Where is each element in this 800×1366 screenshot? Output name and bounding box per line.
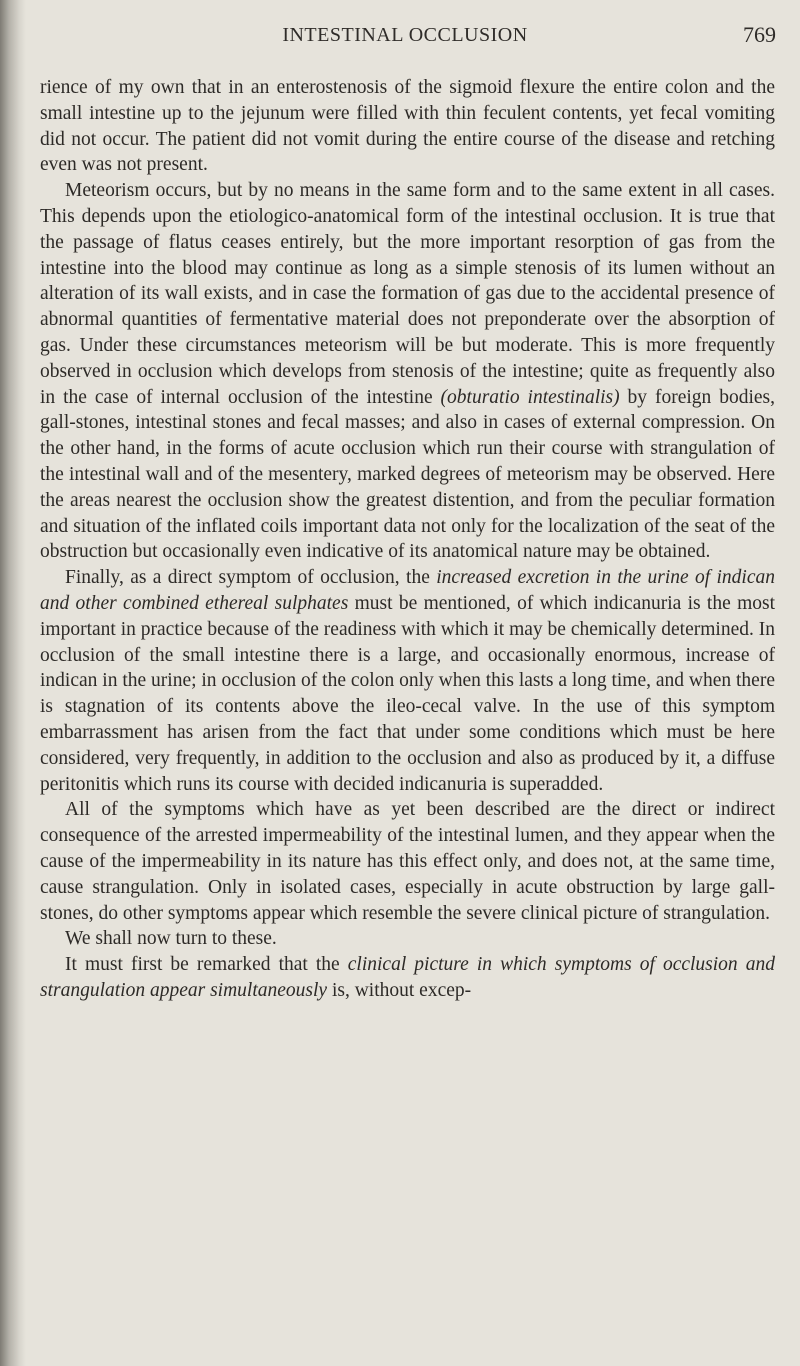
- paragraph: [40, 926, 775, 952]
- page-header: [40, 18, 776, 52]
- paragraph: [40, 565, 775, 797]
- binding-shadow: [0, 0, 26, 1366]
- page-number: 769: [743, 22, 776, 47]
- running-title: INTESTINAL OCCLUSION: [282, 24, 528, 46]
- text-run: Meteorism occurs, but by no means in the same form and to the same extent in all cases. This depends upon the etiologico-anatomical form of the intestinal occlusion. It is true that the passage of flatus ceases entirely, but the more important resorption of gas from the intestine into the blood may continue as long as a simple stenosis of its lumen without an alteration of its wall exists, and in case the formation of gas due to the accidental presence of abnormal quantities of fermentative material does not preponderate over the absorption of gas. Under these circumstances meteorism will be but moderate. This is more frequently observed in occlusion which develops from stenosis of the intestine; quite as frequently also in the case of internal occlusion of the intestine: [40, 180, 775, 408]
- text-run: Finally, as a direct symptom of occlusion, the: [65, 567, 437, 589]
- text-run: must be mentioned, of which indicanuria is the most important in practice because of the readiness with which it may be chemically determined. In occlusion of the small intestine there is a large, and occasionally enormous, increase of indican in the urine; in occlusion of the colon only when this lasts a long time, and when there is stagnation of its contents above the ileo-cecal valve. In the use of this symptom embarrassment has arisen from the fact that under some conditions which must be here considered, very frequently, in addition to the occlusion and also as produced by it, a diffuse peritonitis which runs its course with decided indicanuria is superadded.: [40, 592, 775, 795]
- paragraph: [40, 797, 775, 926]
- text-run: All of the symptoms which have as yet been described are the direct or indirect consequence of the arrested impermeability of the intestinal lumen, and they appear when the cause of the impermeability in its nature has this effect only, and does not, at the same time, cause strangulation. Only in isolated cases, especially in acute obstruction by large gall-stones, do other symptoms appear which resemble the severe clinical picture of strangulation.: [40, 799, 775, 924]
- text-run: We shall now turn to these.: [65, 928, 277, 950]
- paragraph: [40, 75, 775, 178]
- text-run: by foreign bodies, gall-stones, intestinal stones and fecal masses; and also in cases of external compression. On the other hand, in the forms of acute occlusion which run their course with strangulation of the intestinal wall and of the mesentery, marked degrees of meteorism may be observed. Here the areas nearest the occlusion show the greatest distention, and from the peculiar formation and situation of the inflated coils important data not only for the localization of the seat of the obstruction but occasionally even indicative of its anatomical nature may be obtained.: [40, 386, 775, 563]
- italic-text: (obturatio intestinalis): [440, 386, 620, 408]
- paragraph: [40, 952, 775, 1004]
- italic-text: clinical picture in which symptoms of occlusion and strangulation appear simultaneously: [40, 954, 775, 1001]
- text-run: rience of my own that in an enterostenosis of the sigmoid flexure the entire colon and the small intestine up to the jejunum were filled with thin feculent contents, yet fecal vomiting did not occur. The patient did not vomit during the entire course of the disease and retching even was not present.: [40, 77, 775, 176]
- italic-text: increased excretion in the urine of indican and other combined ethereal sulphates: [40, 567, 776, 614]
- text-run: is, without excep-: [327, 979, 472, 1001]
- body-text: [40, 75, 775, 1004]
- paragraph: [40, 178, 775, 565]
- text-run: It must first be remarked that the: [65, 954, 348, 976]
